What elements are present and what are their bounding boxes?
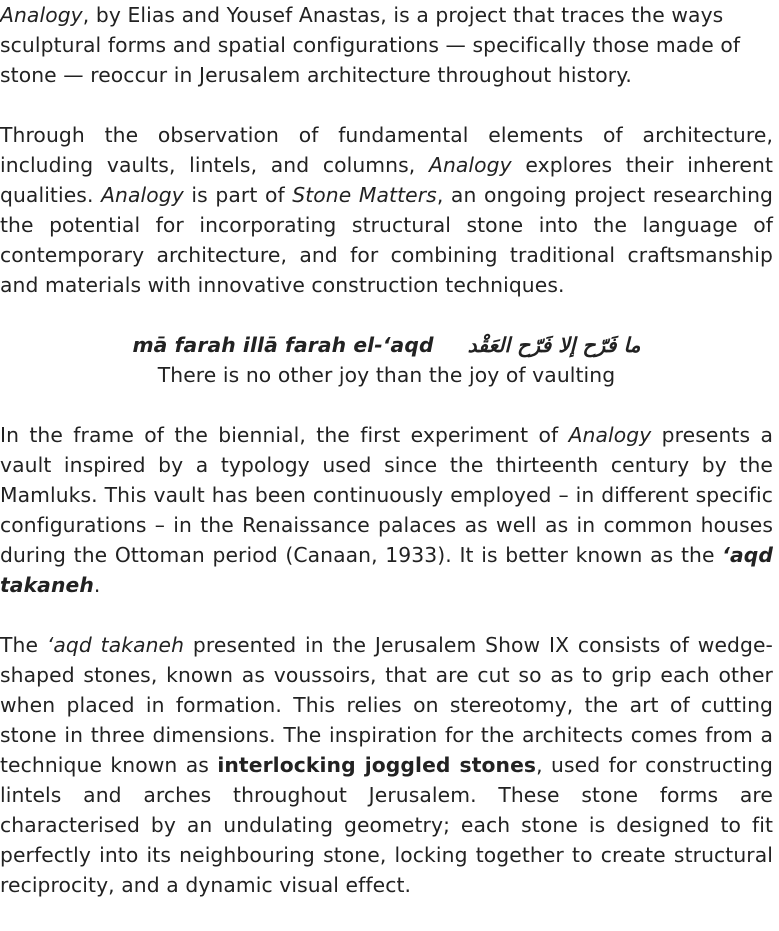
- proverb-arabic: ما فَرّح إلا فَرّح العَقْد: [467, 333, 641, 357]
- takaneh-text-a: The: [0, 633, 47, 657]
- observation-text-c: is part of: [183, 183, 293, 207]
- observation-text-b: explores their inherent qualities.: [0, 153, 773, 207]
- takaneh-paragraph: [0, 630, 773, 900]
- biennial-text-a: In the frame of the biennial, the first experiment of: [0, 423, 569, 447]
- project-title: Analogy: [0, 3, 83, 27]
- project-title: Analogy: [101, 183, 184, 207]
- observation-text-d: , an ongoing project researching the potential for incorporating structural stone into the language of contemporary architecture, and for combining traditional craftsmanship and materials with innovative construction techniques.: [0, 183, 773, 297]
- takaneh-text-c: , used for constructing lintels and arches throughout Jerusalem. These stone forms are characterised by an undulating geometry; each stone is designed to fit perfectly into its neighbouring stone, locking together to create structural reciprocity, and a dynamic visual effect.: [0, 753, 773, 897]
- takaneh-text-b: presented in the Jerusalem Show IX consists of wedge-shaped stones, known as voussoirs, that are cut so as to grip each other when placed in formation. This relies on stereotomy, the art of cutting stone in three dimensions. The inspiration for the architects comes from a technique known as: [0, 633, 773, 777]
- observation-text-a: Through the observation of fundamental elements of architecture, including vaults, lintels, and columns,: [0, 123, 773, 177]
- proverb-quote: [0, 330, 773, 390]
- stone-matters-title: Stone Matters: [292, 183, 437, 207]
- proverb-transliteration: mā farah illā farah el-‘aqd: [132, 333, 434, 357]
- aqd-takaneh-term: ‘aqd takaneh: [46, 633, 185, 657]
- proverb-translation: There is no other joy than the joy of vaulting: [157, 363, 616, 387]
- observation-paragraph: [0, 120, 773, 300]
- joggled-stones-term: interlocking joggled stones: [217, 753, 537, 777]
- aqd-takaneh-term: ‘aqd takaneh: [0, 543, 773, 597]
- intro-paragraph: [0, 0, 773, 90]
- biennial-text-b: presents a vault inspired by a typology used since the thirteenth century by the Mamluks. This vault has been continuously employed – in different specific configurations – in the Renaissance palaces as well as in common houses during the Ottoman period (Canaan, 1933). It is better known as the: [0, 423, 773, 567]
- biennial-paragraph: [0, 420, 773, 600]
- project-title: Analogy: [428, 153, 512, 177]
- intro-text: , by Elias and Yousef Anastas, is a project that traces the ways sculptural forms and spatial configurations — specifically those made of stone — reoccur in Jerusalem architecture throughout history.: [0, 3, 741, 87]
- biennial-text-c: .: [93, 573, 101, 597]
- proverb-original-line: [0, 330, 773, 360]
- project-title: Analogy: [568, 423, 652, 447]
